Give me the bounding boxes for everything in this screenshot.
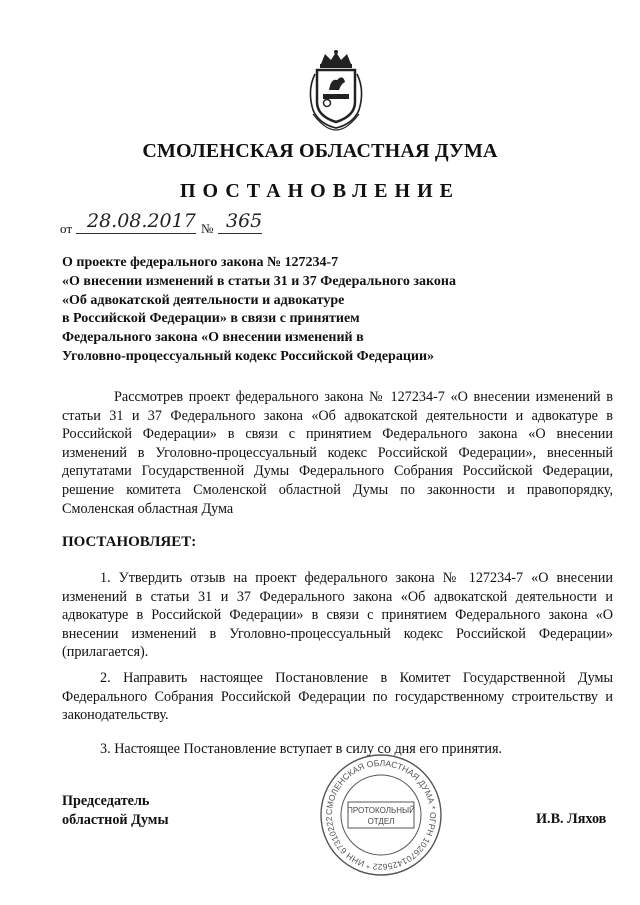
number-label: №: [201, 221, 214, 236]
decree-item-1: 1. Утвердить отзыв на проект федерального закона № 127234-7 «О внесении изменений в статьи 31 и 37 Федерального закона «Об адвокатской деятельности и адвокатуре в Российской Федерации» в связи с принятием Федерального закона «О внесении изменений в Уголовно-процессуальный кодекс Российской Федерации» (прилагается).: [62, 570, 613, 661]
document-type-title: ПОСТАНОВЛЕНИЕ: [180, 180, 460, 202]
decree-heading: ПОСТАНОВЛЯЕТ:: [62, 534, 197, 550]
decree-item-3: 3. Настоящее Постановление вступает в силу со дня его принятия.: [100, 741, 503, 757]
handwritten-number: 365: [226, 210, 263, 232]
subject-line: «О внесении изменений в статьи 31 и 37 Федерального закона: [62, 273, 456, 289]
organization-title: СМОЛЕНСКАЯ ОБЛАСТНАЯ ДУМА: [142, 140, 498, 162]
official-seal-stamp: [318, 752, 444, 878]
signatory-title: [62, 792, 169, 830]
smolensk-coat-of-arms-emblem: [305, 50, 367, 132]
subject-line: в Российской Федерации» в связи с принятием: [62, 311, 360, 327]
intro-paragraph: Рассмотрев проект федерального закона № 127234-7 «О внесении изменений в статьи 31 и 37 Федерального закона «Об адвокатской деятельности и адвокатуре в Российской Федерации» в связи с принятием Федерального закона «О внесении изменений в Уголовно-процессуальный кодекс Российской Федерации», внесенный депутатами Государственной Думы Федерального Собрания Российской Федерации, решение комитета Смоленской областной Думы по законности и правопорядку, Смоленская областная Дума: [62, 389, 613, 517]
signatory-title-line2: областной Думы: [62, 812, 169, 828]
from-label: от: [60, 221, 73, 236]
stamp-ring-text: СМОЛЕНСКАЯ ОБЛАСТНАЯ ДУМА * ОГРН 1026701425622 * ИНН 67310222: [323, 757, 439, 873]
signatory-title-line1: Председатель: [62, 793, 150, 809]
date-underline: [76, 233, 196, 234]
number-underline: [218, 233, 262, 234]
handwritten-date: 28.08.2017: [87, 210, 196, 232]
subject-line: Уголовно-процессуальный кодекс Российской Федерации»: [62, 348, 435, 364]
stamp-center-line2: ОТДЕЛ: [367, 817, 395, 826]
subject-line: «Об адвокатской деятельности и адвокатуре: [62, 292, 345, 308]
decree-item-2: 2. Направить настоящее Постановление в Комитет Государственной Думы Федерального Собрания Российской Федерации по государственному строительству и законодательству.: [62, 670, 613, 724]
subject-line: Федерального закона «О внесении изменений в: [62, 330, 364, 346]
stamp-center-line1: ПРОТОКОЛЬНЫЙ: [347, 806, 415, 815]
signatory-name: И.В. Ляхов: [536, 811, 607, 827]
subject-block: [62, 254, 532, 367]
subject-line: О проекте федерального закона № 127234-7: [62, 255, 339, 270]
